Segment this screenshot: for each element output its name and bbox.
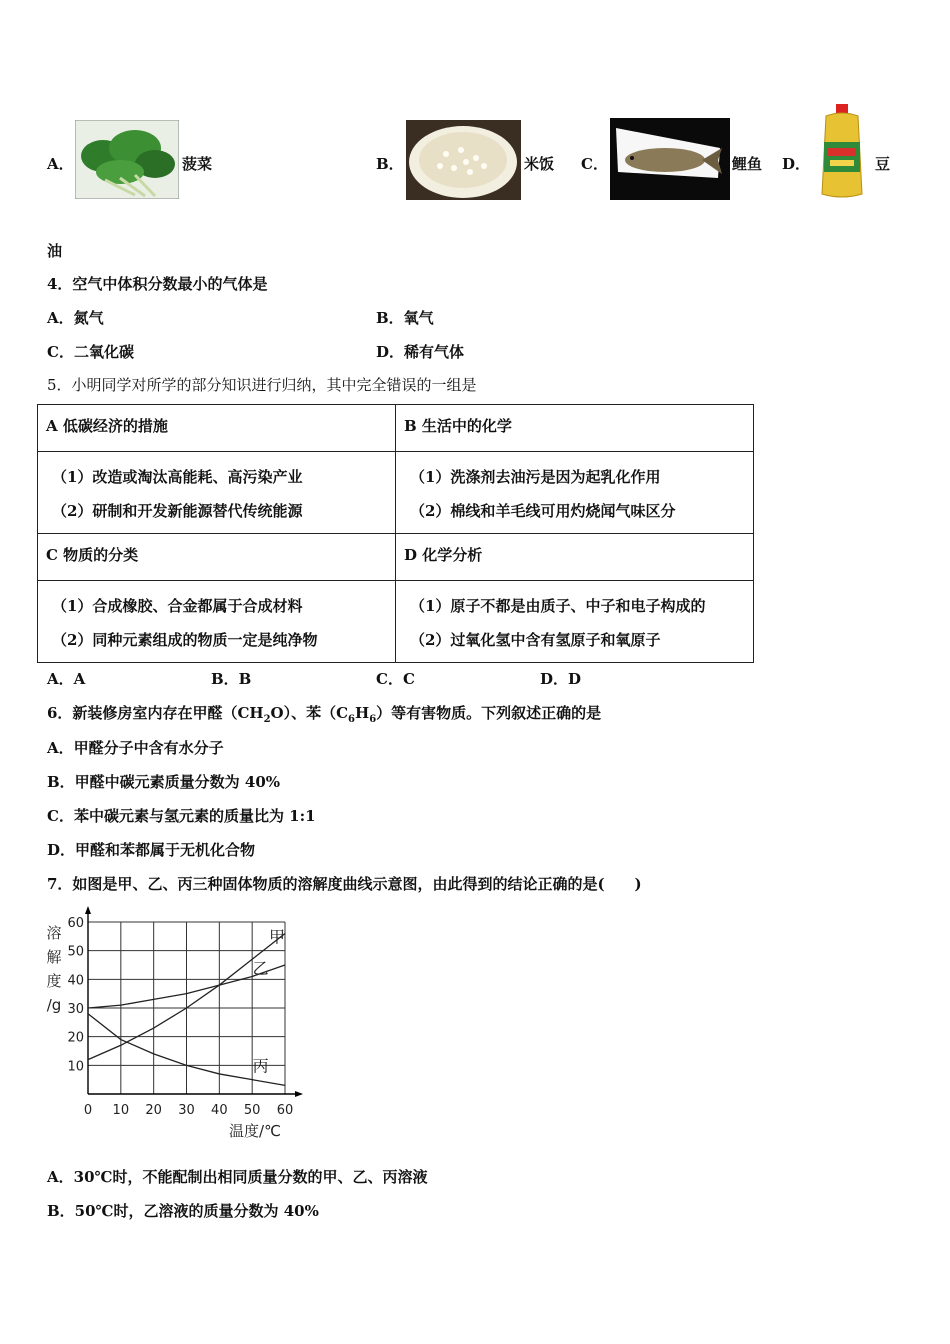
q5-option-a[interactable]: A．A — [47, 670, 86, 688]
x-tick-label: 10 — [112, 1103, 130, 1118]
x-axis-arrow — [295, 1091, 303, 1097]
q7-option-b[interactable]: B．50℃时，乙溶液的质量分数为 40% — [47, 1202, 319, 1220]
y-tick-label: 60 — [67, 916, 84, 931]
q5-cell-d-item-1: （1）原子不都是由质子、中子和电子构成的 — [410, 597, 706, 615]
q5-cell-c-body — [38, 581, 396, 663]
q6-option-a[interactable]: A．甲醛分子中含有水分子 — [47, 739, 224, 757]
y-tick-label: 50 — [67, 944, 84, 960]
solubility-chart — [42, 898, 312, 1148]
q6-option-b[interactable]: B．甲醛中碳元素质量分数为 40% — [47, 773, 281, 791]
x-tick-label: 20 — [145, 1103, 162, 1118]
q5-cell-b-head: B 生活中的化学 — [396, 405, 754, 452]
q3-option-a-letter: A． — [47, 155, 74, 173]
q4-option-a[interactable]: A．氮气 — [47, 309, 104, 327]
q3-option-b-letter: B． — [376, 155, 404, 173]
q5-cell-a-item-1: （1）改造或淘汰高能耗、高污染产业 — [52, 468, 303, 486]
q4-question: 4．空气中体积分数最小的气体是 — [47, 275, 268, 293]
chart-labels — [46, 916, 293, 1140]
q5-cell-d-item-2: （2）过氧化氢中含有氢原子和氧原子 — [410, 631, 661, 649]
q5-knowledge-table — [37, 404, 754, 663]
rice-image — [406, 120, 521, 200]
x-tick-label: 60 — [276, 1103, 294, 1118]
q4-option-b[interactable]: B．氧气 — [376, 309, 434, 327]
y-tick-label: 30 — [67, 1002, 84, 1017]
y-axis-arrow — [85, 906, 91, 914]
q3-option-d-label: 豆 — [875, 155, 891, 173]
x-tick-label: 50 — [243, 1103, 261, 1118]
q3-option-d-letter: D． — [782, 155, 811, 173]
q5-cell-a-head: A 低碳经济的措施 — [38, 405, 396, 452]
q5-cell-a-item-2: （2）研制和开发新能源替代传统能源 — [52, 502, 303, 520]
q7-option-a[interactable]: A．30℃时，不能配制出相同质量分数的甲、乙、丙溶液 — [47, 1168, 428, 1186]
q3-option-c-letter: C． — [581, 155, 608, 173]
q4-option-c[interactable]: C．二氧化碳 — [47, 343, 134, 361]
q6-question: 6．新装修房室内存在甲醛$(CH_2O)$、苯$(C_6H_6)$等有害物质。下列叙述正确的是 — [47, 704, 602, 725]
x-tick-label: 0 — [83, 1103, 93, 1118]
y-axis-label-char: 度 — [46, 972, 62, 990]
q5-option-d[interactable]: D．D — [540, 670, 582, 688]
q5-cell-c-item-1: （1）合成橡胶、合金都属于合成材料 — [52, 597, 303, 615]
q5-cell-b-item-1: （1）洗涤剂去油污是因为起乳化作用 — [410, 468, 661, 486]
y-axis-label-char: 解 — [46, 948, 62, 966]
q5-cell-b-item-2: （2）棉线和羊毛线可用灼烧闻气味区分 — [410, 502, 676, 520]
q5-cell-b-body — [396, 452, 754, 534]
q3-option-d-label-continued: 油 — [47, 242, 63, 260]
q4-option-d[interactable]: D．稀有气体 — [376, 343, 465, 361]
q6-option-d[interactable]: D．甲醛和苯都属于无机化合物 — [47, 841, 256, 859]
x-axis-label: 温度/℃ — [229, 1122, 281, 1140]
x-tick-label: 30 — [178, 1103, 195, 1118]
q5-cell-d-head: D 化学分析 — [396, 534, 754, 581]
q5-cell-d-body — [396, 581, 754, 663]
q6-option-c[interactable]: C．苯中碳元素与氢元素的质量比为 1:1 — [47, 807, 316, 825]
q3-option-c-label: 鲤鱼 — [732, 155, 763, 173]
y-tick-label: 10 — [67, 1059, 84, 1075]
q5-option-b[interactable]: B．B — [211, 670, 252, 688]
y-axis-label-char: 溶 — [46, 924, 62, 942]
q7-question: 7．如图是甲、乙、丙三种固体物质的溶解度曲线示意图，由此得到的结论正确的是( ) — [47, 875, 642, 893]
q5-cell-c-item-2: （2）同种元素组成的物质一定是纯净物 — [52, 631, 318, 649]
q3-option-b-label: 米饭 — [524, 155, 555, 173]
q5-cell-a-body — [38, 452, 396, 534]
y-tick-label: 20 — [67, 1030, 84, 1046]
q5-question: 5．小明同学对所学的部分知识进行归纳，其中完全错误的一组是 — [47, 376, 477, 394]
carp-image — [610, 118, 730, 200]
q5-option-c[interactable]: C．C — [376, 670, 415, 688]
x-tick-label: 40 — [211, 1103, 228, 1118]
series-label-bing: 丙 — [252, 1056, 269, 1076]
y-axis-label-char: /g — [46, 996, 62, 1014]
spinach-image — [75, 120, 179, 199]
q3-option-a-label: 菠菜 — [182, 155, 213, 173]
y-tick-label: 40 — [67, 973, 84, 989]
series-label-jia: 甲 — [268, 927, 286, 947]
series-label-yi: 乙 — [252, 958, 269, 978]
q5-cell-c-head: C 物质的分类 — [38, 534, 396, 581]
soybean-oil-image — [816, 102, 868, 202]
